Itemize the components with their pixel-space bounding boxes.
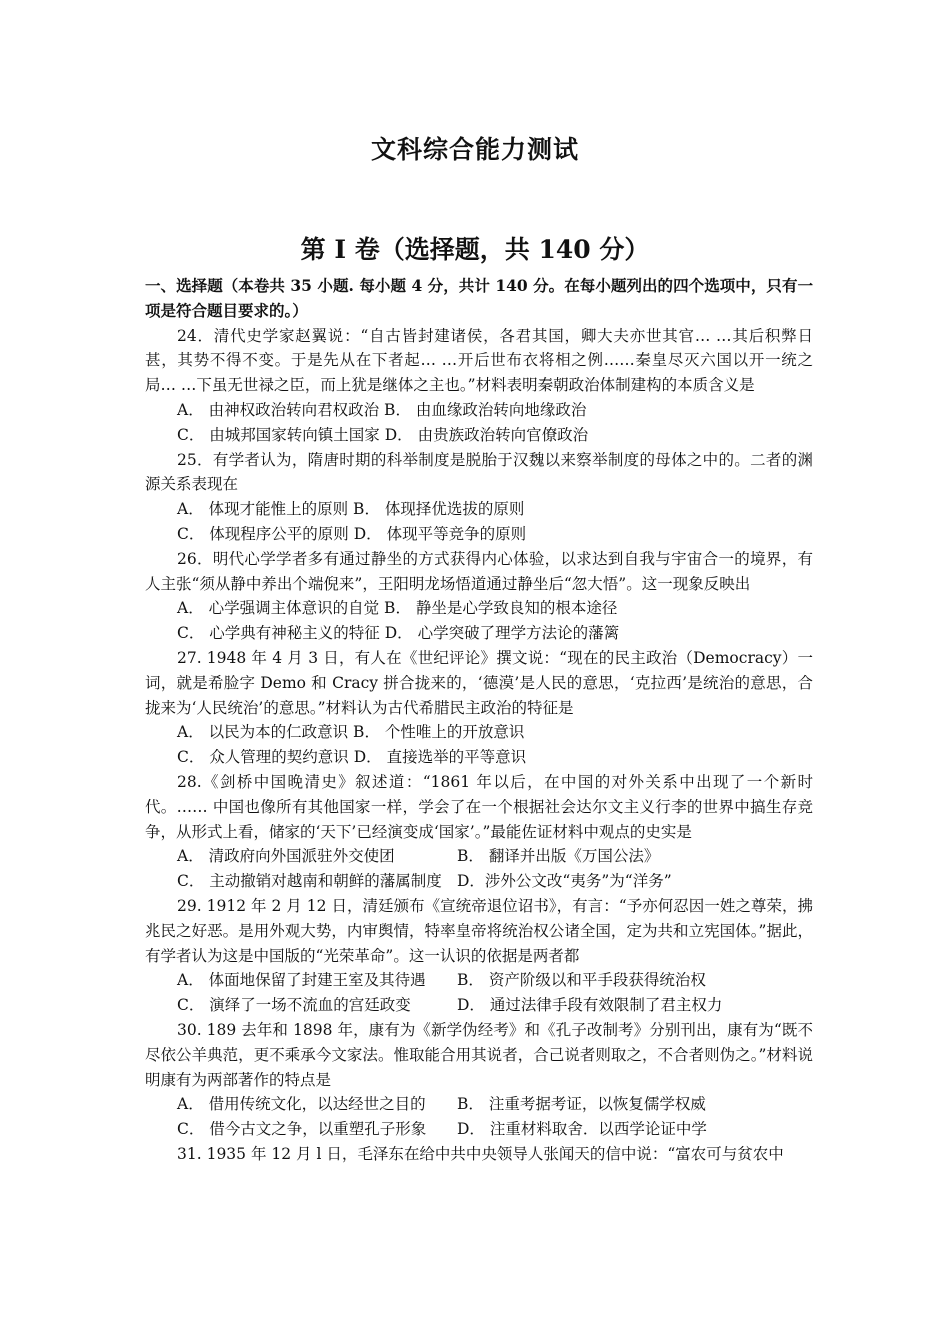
document-body xyxy=(145,274,813,1167)
question-28-option-a: A． 清政府向外国派驻外交使团 xyxy=(177,847,395,866)
question-28-option-b: B． 翻译并出版《万国公法》 xyxy=(457,847,660,866)
question-25-stem: 25．有学者认为，隋唐时期的科举制度是脱胎于汉魏以来察举制度的母体之中的。二者的渊源关系表现在 xyxy=(145,450,813,494)
question-29-option-b: B． 资产阶级以和平手段获得统治权 xyxy=(457,971,706,990)
question-29-options-ab xyxy=(145,968,813,993)
question-30-stem: 30. 189 去年和 1898 年，康有为《新学伪经考》和《孔子改制考》分别刊出，康有为“既不尽依公羊典范，更不乘承今文家法。惟取能合用其说者，合己说者则取之，不合者则伪之。”材料说明康有为两部著作的特点是 xyxy=(145,1020,813,1089)
question-28-stem: 28.《剑桥中国晚清史》叙述道：“1861 年以后，在中国的对外关系中出现了一个新时代。…… 中国也像所有其他国家一样，学会了在一个根据社会达尔文主义行李的世界中搞生存竞争，从形式上看，储家的‘天下’已经演变成‘国家’。”最能佐证材料中观点的史实是 xyxy=(145,772,813,841)
question-24-options-ab: A． 由神权政治转向君权政治 B． 由血缘政治转向地缘政治 xyxy=(177,400,587,419)
question-24-stem: 24．清代史学家赵翼说：“自古皆封建诸侯，各君其国，卿大夫亦世其官… …其后积弊日甚，其势不得不变。于是先从在下者起… …开后世布衣将相之例……秦皇尽灭六国以开一统之局… …下虽无世禄之臣，而上犹是继体之主也。”材料表明秦朝政治体制建构的本质含义是 xyxy=(145,326,813,395)
part-title: 第 I 卷（选择题，共 140 分） xyxy=(300,235,650,264)
question-24-options-cd: C． 由城邦国家转向镇土国家 D． 由贵族政治转向官僚政治 xyxy=(177,425,589,444)
question-28-option-d: D．涉外公文改“夷务”为“洋务” xyxy=(457,872,672,891)
question-29-stem: 29. 1912 年 2 月 12 日，清廷颁布《宣统帝退位诏书》，有言：“予亦何忍因一姓之尊荣，拂兆民之好恶。是用外观大势，内审舆情，特率皇帝将统治权公诸全国，定为共和立宪国体。”据此，有学者认为这是中国版的“光荣革命”。这一认识的依据是两者都 xyxy=(145,896,813,965)
question-27-options-ab: A． 以民为本的仁政意识 B． 个性唯上的开放意识 xyxy=(177,723,525,742)
question-26-stem: 26．明代心学学者多有通过静坐的方式获得内心体验，以求达到自我与宇宙合一的境界，有人主张“须从静中养出个端倪来”，王阳明龙场悟道通过静坐后“忽大悟”。这一现象反映出 xyxy=(145,549,813,593)
question-29-options-cd xyxy=(145,993,813,1018)
question-27-options-cd: C． 众人管理的契约意识 D． 直接选举的平等意识 xyxy=(177,748,527,767)
section-header: 一、选择题（本卷共 35 小题. 每小题 4 分，共计 140 分。在每小题列出的四个选项中，只有一项是符合题目要求的。） xyxy=(145,276,813,320)
question-30-option-b: B． 注重考据考证，以恢复儒学权威 xyxy=(457,1095,706,1114)
question-28-option-c: C． 主动撤销对越南和朝鲜的藩属制度 xyxy=(177,872,442,891)
question-30-options-ab xyxy=(145,1092,813,1117)
question-28-options-ab xyxy=(145,844,813,869)
question-29-option-c: C． 演绎了一场不流血的宫廷政变 xyxy=(177,996,411,1015)
question-26-options-cd: C． 心学典有神秘主义的特征 D． 心学突破了理学方法论的藩篱 xyxy=(177,624,620,643)
question-29-option-a: A． 体面地保留了封建王室及其待遇 xyxy=(177,971,426,990)
question-30-option-a: A． 借用传统文化，以达经世之目的 xyxy=(177,1095,426,1114)
question-26-options-ab: A． 心学强调主体意识的自觉 B． 静坐是心学致良知的根本途径 xyxy=(177,599,618,618)
question-30-options-cd xyxy=(145,1117,813,1142)
question-29-option-d: D． 通过法律手段有效限制了君主权力 xyxy=(457,996,723,1015)
question-30-option-d: D． 注重材料取舍．以西学论证中学 xyxy=(457,1120,707,1139)
question-28-options-cd xyxy=(145,869,813,894)
question-30-option-c: C． 借今古文之争，以重塑孔子形象 xyxy=(177,1120,427,1139)
question-25-options-ab: A． 体现才能惟上的原则 B． 体现择优选拔的原则 xyxy=(177,500,525,519)
question-25-options-cd: C． 体现程序公平的原则 D． 体现平等竞争的原则 xyxy=(177,524,527,543)
question-31-stem: 31. 1935 年 12 月 l 日，毛泽东在给中共中央领导人张闻天的信中说：“富农可与贫农中 xyxy=(177,1144,784,1163)
document-title: 文科综合能力测试 xyxy=(370,135,579,164)
question-27-stem: 27. 1948 年 4 月 3 日，有人在《世纪评论》撰文说：“现在的民主政治（Democracy）一词，就是希脸字 Demo 和 Cracy 拼合拢来的，‘德漠’是人民的意思，‘克拉西’是统治的意思，合拢来为‘人民统治’的意思。”材料认为古代希腊民主政治的特征是 xyxy=(145,648,813,717)
